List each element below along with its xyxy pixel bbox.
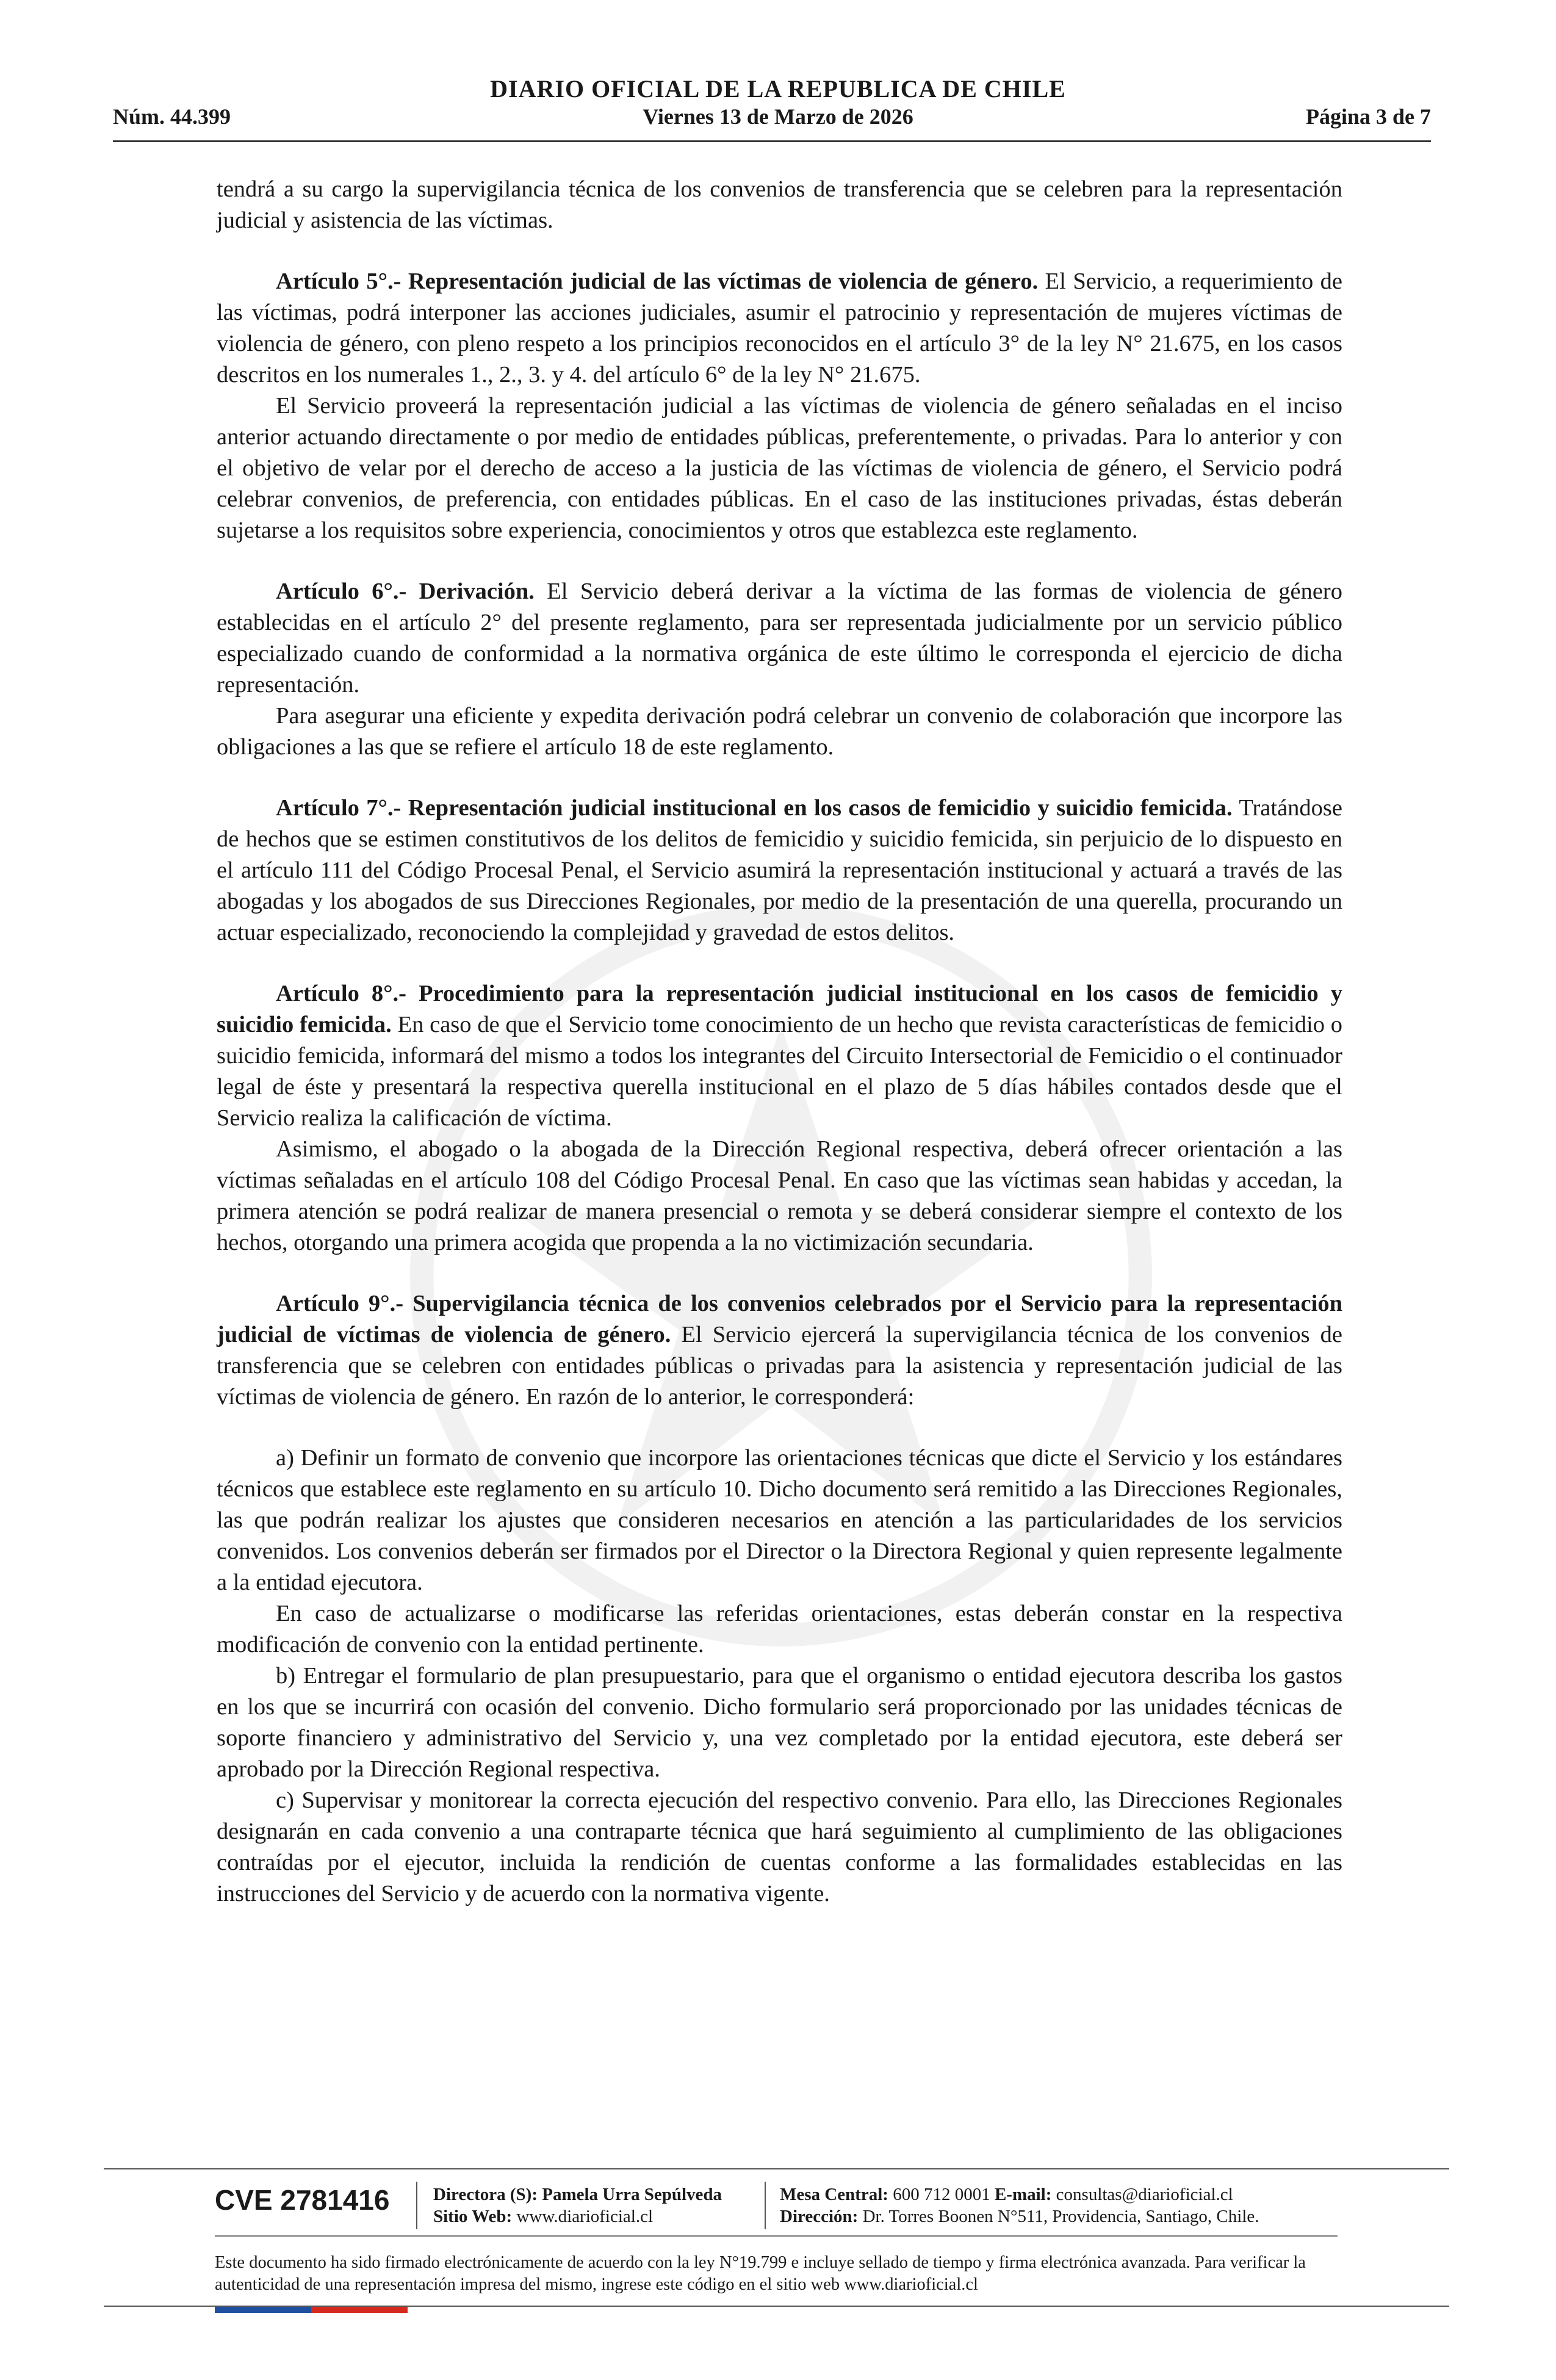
- article-7-text: Tratándose de hechos que se estimen constitutivos de los delitos de femicidio y suicidio femicida, sin perjuicio de lo dispuesto en el artículo 111 del Código Procesal Penal, el Servicio asumirá la representación institucional y actuará a través de las abogadas y los abogados de sus Direcciones Regionales, por medio de la presentación de una querella, procurando un actuar especializado, reconociendo la complejidad y gravedad de estos delitos.: [217, 795, 1342, 945]
- article-5-paragraph-2: El Servicio proveerá la representación judicial a las víctimas de violencia de género señaladas en el inciso anterior actuando directamente o por medio de entidades públicas, preferentemente, o privadas. Para lo anterior y con el objetivo de velar por el derecho de acceso a la justicia de las víctimas de violencia de género, el Servicio podrá celebrar convenios, de preferencia, con entidades públicas. En el caso de las instituciones privadas, éstas deberán sujetarse a los requisitos sobre experiencia, conocimientos y otros que establezca este reglamento.: [217, 393, 1342, 543]
- phone-label: Mesa Central:: [780, 2185, 888, 2204]
- article-5-heading: Artículo 5°.- Representación judicial de las víctimas de violencia de género.: [276, 269, 1039, 294]
- director-value: Pamela Urra Sepúlveda: [537, 2185, 722, 2204]
- article-8-heading: Artículo 8°.- Procedimiento para la representación judicial institucional en los casos de femicidio y suicidio femicida.: [217, 981, 1342, 1037]
- article-9-text: El Servicio ejercerá la supervigilancia técnica de los convenios de transferencia que se celebren con entidades públicas o privadas para la asistencia y representación judicial de las víctimas de violencia de género. En razón de lo anterior, le corresponderá:: [217, 1322, 1342, 1410]
- footer-separator: [765, 2182, 766, 2229]
- article-8-text: En caso de que el Servicio tome conocimiento de un hecho que revista características de femicidio o suicidio femicida, informará del mismo a todos los integrantes del Circuito Intersectorial de Femicidio o el continuador legal de éste y presentará la respectiva querella institucional en el plazo de 5 días hábiles contados desde que el Servicio realiza la calificación de víctima.: [217, 1012, 1343, 1131]
- article-7: [217, 793, 1342, 948]
- footer-separator: [416, 2182, 417, 2229]
- article-9: [217, 1288, 1342, 1413]
- paragraph-intro: tendrá a su cargo la supervigilancia técnica de los convenios de transferencia que se celebren para la representación judicial y asistencia de las víctimas.: [217, 176, 1342, 233]
- list-item-a-continued: En caso de actualizarse o modificarse las referidas orientaciones, estas deberán constar en la respectiva modificación de convenio con la entidad pertinente.: [217, 1601, 1342, 1657]
- page-header: [0, 0, 1556, 146]
- list-item-b: b) Entregar el formulario de plan presupuestario, para que el organismo o entidad ejecutora describa los gastos en los que se incurrirá con ocasión del convenio. Dicho formulario será proporcionado por las unidades técnicas de soporte financiero y administrativo del Servicio y, una vez completado por la entidad ejecutora, este deberá ser aprobado por la Dirección Regional respectiva.: [217, 1663, 1342, 1782]
- article-5: [217, 266, 1342, 391]
- issue-number: Núm. 44.399: [113, 104, 231, 129]
- address-value: Dr. Torres Boonen N°511, Providencia, Santiago, Chile.: [858, 2207, 1259, 2226]
- footer-contact-left: [433, 2183, 722, 2227]
- phone-value: 600 712 0001: [888, 2185, 995, 2204]
- article-6-text: El Servicio deberá derivar a la víctima de las formas de violencia de género establecidas en el artículo 2° del presente reglamento, para ser representada judicialmente por un servicio público especializado cuando de conformidad a la normativa orgánica de este último le corresponda el ejercicio de dicha representación.: [217, 579, 1342, 698]
- article-7-heading: Artículo 7°.- Representación judicial institucional en los casos de femicidio y suicidio femicida.: [276, 795, 1233, 821]
- email-label: E-mail:: [994, 2185, 1052, 2204]
- article-8-paragraph-2: Asimismo, el abogado o la abogada de la Dirección Regional respectiva, deberá ofrecer orientación a las víctimas señaladas en el artículo 108 del Código Procesal Penal. En caso que las víctimas sean habidas y accedan, la primera atención se podrá realizar de manera presencial o remota y se deberá considerar siempre el contexto de los hechos, otorgando una primera acogida que propenda a la no victimización secundaria.: [217, 1136, 1342, 1255]
- email-link[interactable]: consultas@diarioficial.cl: [1051, 2185, 1233, 2204]
- article-6-paragraph-2: Para asegurar una eficiente y expedita derivación podrá celebrar un convenio de colaboración que incorpore las obligaciones a las que se refiere el artículo 18 de este reglamento.: [217, 703, 1342, 760]
- article-9-heading: Artículo 9°.- Supervigilancia técnica de los convenios celebrados por el Servicio para la representación judicial de víctimas de violencia de género.: [217, 1291, 1342, 1347]
- article-6-heading: Artículo 6°.- Derivación.: [276, 579, 535, 604]
- address-label: Dirección:: [780, 2207, 859, 2226]
- cve-code: CVE 2781416: [215, 2184, 390, 2216]
- header-divider: [113, 140, 1431, 142]
- publication-title: DIARIO OFICIAL DE LA REPUBLICA DE CHILE: [490, 75, 1066, 103]
- article-6: [217, 576, 1342, 701]
- document-body: [217, 174, 1342, 1909]
- flag-stripe-red: [311, 2307, 408, 2313]
- director-label: Directora (S):: [433, 2185, 538, 2204]
- list-item-a: a) Definir un formato de convenio que incorpore las orientaciones técnicas que dicte el Servicio y los estándares técnicos que establece este reglamento en su artículo 10. Dicho documento será remitido a las Direcciones Regionales, las que podrán realizar los ajustes que consideren necesarios en atención a las particularidades de los servicios convenidos. Los convenios deberán ser firmados por el Director o la Directora Regional y quien represente legalmente a la entidad ejecutora.: [217, 1445, 1342, 1595]
- footer-divider-middle: [215, 2235, 1338, 2237]
- signature-notice: Este documento ha sido firmado electrónicamente de acuerdo con la ley N°19.799 e incluye sellado de tiempo y firma electrónica avanzada. Para verificar la autenticidad de una representación impresa del mismo, ingrese este código en el sitio web www.diarioficial.cl: [215, 2253, 1306, 2294]
- flag-stripe-blue: [215, 2307, 311, 2313]
- footer-contact-right: [780, 2183, 1259, 2227]
- website-label: Sitio Web:: [433, 2207, 513, 2226]
- article-8: [217, 978, 1342, 1134]
- publication-date: Viernes 13 de Marzo de 2026: [643, 104, 913, 129]
- page-indicator: Página 3 de 7: [1305, 104, 1431, 129]
- list-item-c: c) Supervisar y monitorear la correcta ejecución del respectivo convenio. Para ello, las Direcciones Regionales designarán en cada convenio a una contraparte técnica que hará seguimiento al cumplimiento de las obligaciones contraídas por el ejecutor, incluida la rendición de cuentas conforme a las formalidades establecidas en las instrucciones del Servicio y de acuerdo con la normativa vigente.: [217, 1787, 1342, 1906]
- footer-divider-top: [104, 2168, 1449, 2169]
- website-link[interactable]: www.diarioficial.cl: [512, 2207, 654, 2226]
- article-5-text: El Servicio, a requerimiento de las víctimas, podrá interponer las acciones judiciales, asumir el patrocinio y representación de mujeres víctimas de violencia de género, con pleno respeto a los principios reconocidos en el artículo 3° de la ley N° 21.675, en los casos descritos en los numerales 1., 2., 3. y 4. del artículo 6° de la ley N° 21.675.: [217, 269, 1342, 388]
